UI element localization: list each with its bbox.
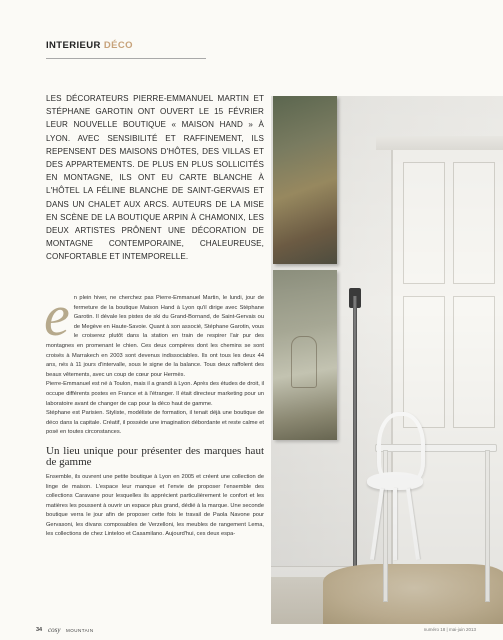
- drop-cap: e: [44, 283, 70, 348]
- interior-photo: [271, 96, 503, 624]
- body-paragraph-4: Ensemble, ils ouvrent une petite boutique à Lyon en 2005 et créent une collection de linge de maison. L'espace leur manque et l'envie de proposer l'ensemble des collections Caravane pour lesquelles ils apprécient particulièrement le confort et les matières les poussent à ouvrir un espace plus grand, dédié à la marque. Une seconde boutique verra le jour afin de proposer cette fois le travail de Paola Navone pour Gervasoni, les divans composables de Verzelloni, les meubles de rangement Lema, les collections de chez Linteloo et Casamilano. Aujourd'hui, ces deux espa-: [46, 473, 264, 538]
- magazine-logo-sub: MOUNTAIN: [66, 628, 94, 633]
- page-number: 34: [36, 627, 43, 633]
- page-footer: [36, 627, 476, 637]
- article-body: [44, 283, 264, 540]
- photo-shading: [271, 96, 503, 624]
- article-subhead: Un lieu unique pour présenter des marques haut de gamme: [46, 444, 264, 469]
- issue-info: numéro 18 | mai-juin 2013: [423, 627, 476, 632]
- body-paragraph-2: Pierre-Emmanuel est né à Toulon, mais il a grandi à Lyon. Après des études de droit, il occupe différents postes en France et à l'étranger. Il était directeur marketing pour un laboratoire avant de changer de cap pour la déco haut de gamme.: [46, 381, 264, 407]
- lead-paragraph: LES DÉCORATEURS PIERRE-EMMANUEL MARTIN ET STÉPHANE GAROTIN ONT OUVERT LE 15 FÉVRIER LEUR NOUVELLE BOUTIQUE « MAISON HAND » À LYON. AVEC SENSIBILITÉ ET RAFFINEMENT, ILS REPENSENT DES MAISONS D'HÔTES, DES VILLAS ET DES APPARTEMENTS. DE PLUS EN PLUS SOLLICITÉS EN MONTAGNE, ILS ONT EU CARTE BLANCHE À L'HÔTEL LA FÉLINE BLANCHE DE SAINT-GERVAIS ET DANS UN CHALET AUX ARCS. AUTEURS DE LA MISE EN SCÈNE DE LA BOUTIQUE ARPIN À CHAMONIX, LES DEUX ARTISTES PRÔNENT UNE DÉCORATION DE MONTAGNE CONTEMPORAINE, CHALEUREUSE, CONFORTABLE ET INTEMPORELLE.: [46, 94, 264, 262]
- header-rule: [46, 58, 206, 59]
- section-header: [46, 40, 466, 51]
- body-paragraph-1: en plein hiver, ne cherchez pas Pierre-Emmanuel Martin, le lundi, jour de fermeture de la boutique Maison Hand à Lyon qu'il dirige avec Stéphane Garotin. Il dévale les pistes de ski du Grand-Bornand, de Saint-Gervais ou de Megève en Haute-Savoie. Quant à son associé, Stéphane Garotin, vous le croiserez plutôt dans la station en train de respirer l'air pur des montagnes en promenant le chien. Ces deux compères dont les chemins se sont croisés à Marrakech en 2003 sont devenus indissociables. Ils ont tous les deux 44 ans, nés à 11 jours d'intervalle, sous le signe de la balance. Tous deux raffolent des beaux vêtements, avec un coup de cœur pour Hermès.: [44, 283, 264, 378]
- magazine-logo: cosy: [48, 626, 61, 634]
- body-paragraph-3: Stéphane est Parisien. Styliste, modéliste de formation, il tenait déjà une boutique de déco dans la capitale. Créatif, il possède une imagination débordante et reste calme et posé en toutes circonstances.: [46, 410, 264, 436]
- section-title: INTERIEUR: [46, 40, 101, 51]
- section-category: DÉCO: [103, 40, 133, 51]
